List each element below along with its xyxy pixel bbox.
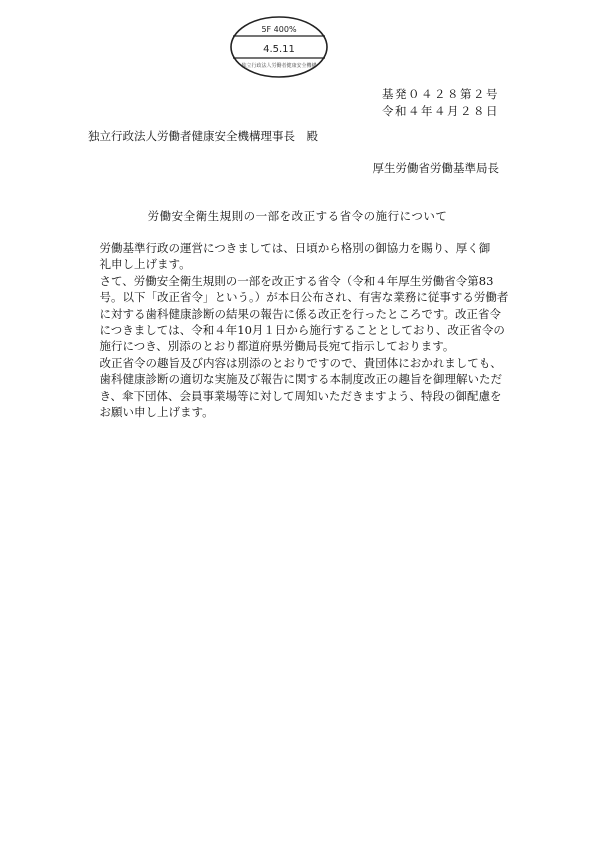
paragraph-line: 号。以下「改正省令」という。）が本日公布され、有害な業務に従事する労働者 xyxy=(99,290,509,305)
recipient: 独立行政法人労働者健康安全機構理事長 殿 xyxy=(88,129,318,143)
paragraph-line: 労働基準行政の運営につきましては、日頃から格別の御協力を賜り、厚く御 xyxy=(99,241,491,255)
paragraph-line: 歯科健康診断の適切な実施及び報告に関する本制度改正の趣旨を御理解いただ xyxy=(99,372,502,387)
received-stamp-graphic xyxy=(228,14,330,80)
sender: 厚生労働省労働基準局長 xyxy=(372,161,499,175)
subject-title: 労働安全衛生規則の一部を改正する省令の施行について xyxy=(147,209,448,223)
paragraph-line: 礼申し上げます。 xyxy=(99,257,191,272)
stamp-bottom-text: 独立行政法人労働者健康安全機構 xyxy=(241,63,317,69)
body-text xyxy=(88,240,509,420)
paragraph-line: き、傘下団体、会員事業場等に対して周知いただきますよう、特段の御配慮を xyxy=(99,388,502,403)
paragraph-line: につきましては、令和４年10月１日から施行することとしており、改正省令の xyxy=(99,323,505,338)
paragraph xyxy=(88,273,509,355)
stamp-date: 4.5.11 xyxy=(263,44,295,55)
paragraph-line: 施行につき、別添のとおり都道府県労働局長宛て指示しております。 xyxy=(99,339,455,354)
document-number: 基発０４２８第２号 xyxy=(382,87,499,101)
paragraph xyxy=(88,355,506,421)
stamp-top-text: 5F 400% xyxy=(261,25,297,34)
paragraph-line: に対する歯科健康診断の結果の報告に係る改正を行ったところです。改正省令 xyxy=(99,306,501,321)
paragraph-line: さて、労働安全衛生規則の一部を改正する省令（令和４年厚生労働省令第83 xyxy=(99,273,494,288)
paragraph-line: 改正省令の趣旨及び内容は別添のとおりですので、貴団体におかれましても、 xyxy=(99,355,502,370)
received-stamp xyxy=(228,14,330,80)
document-date: 令和４年４月２８日 xyxy=(382,104,499,118)
paragraph xyxy=(88,240,506,273)
paragraph-line: お願い申し上げます。 xyxy=(99,405,214,420)
